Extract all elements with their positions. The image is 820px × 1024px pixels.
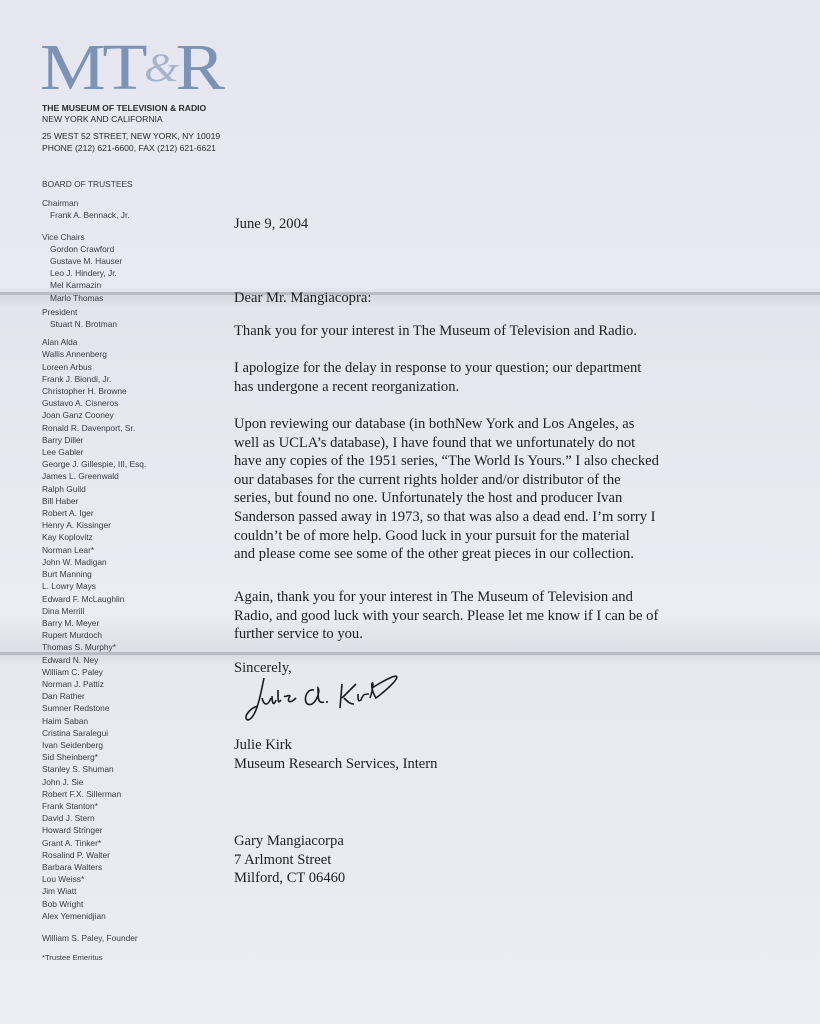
closing: Sincerely, [234,660,292,676]
paragraph-4 [234,588,658,644]
trustee-name: Bill Haber [42,495,79,506]
president-label: President [42,306,78,317]
text-line: Sanderson passed away in 1973, so that was also a dead end. I’m sorry I [234,508,656,525]
trustee-name: Jim Wiatt [42,886,77,897]
signer-name: Julie Kirk [234,737,292,753]
text-line: our databases for the current rights holder and/or distributor of the [234,471,621,488]
trustee-name: Ralph Guild [42,483,86,494]
trustee-name: Dina Merrill [42,605,85,616]
vice-chair-name: Gordon Crawford [50,243,115,254]
trustee-name: Dan Rather [42,691,85,702]
paragraph-3 [234,415,659,564]
signer-title: Museum Research Services, Intern [234,756,438,772]
org-phone: PHONE (212) 621-6600, FAX (212) 621-6621 [42,143,216,153]
trustee-name: Thomas S. Murphy* [42,642,117,653]
chairman-name: Frank A. Bennack, Jr. [50,210,130,221]
signature [242,668,422,733]
vice-chairs-label: Vice Chairs [42,231,85,242]
trustee-name: Rosalind P. Walter [42,849,110,860]
text-line: Again, thank you for your interest in The Museum of Television and [234,589,633,605]
trustee-name: Haim Saban [42,715,89,726]
trustee-name: Barry M. Meyer [42,617,100,628]
trustee-name: Norman J. Pattiz [42,678,104,689]
letter-date: June 9, 2004 [234,216,309,232]
trustee-name: Kay Koplovitz [42,532,93,543]
board-heading: BOARD OF TRUSTEES [42,179,133,189]
trustee-name: Joan Ganz Cooney [42,410,114,421]
trustee-name: Alan Alda [42,337,78,348]
trustee-name: George J. Gillespie, III, Esq. [42,459,147,470]
trustee-name: Robert A. Iger [42,508,94,519]
trustee-name: John W. Madigan [42,556,107,567]
text-line: couldn’t be of more help. Good luck in your pursuit for the material [234,527,630,544]
trustee-name: Stanley S. Shuman [42,764,114,775]
trustee-name: Henry A. Kissinger [42,520,111,531]
text-line: have any copies of the 1951 series, “The World Is Yours.” I also checked [234,453,659,470]
trustee-name: Sumner Redstone [42,703,110,714]
trustee-name: James L. Greenwald [42,471,119,482]
text-line: has undergone a recent reorganization. [234,378,460,395]
trustee-name: David J. Stern [42,813,95,824]
trustee-name: Lou Weiss* [42,874,85,885]
trustee-name: Wallis Annenberg [42,349,107,360]
trustee-name: Rupert Murdoch [42,630,103,641]
trustee-name: Barry Diller [42,434,84,445]
trustee-name: William C. Paley [42,666,103,677]
trustee-name: Barbara Walters [42,861,103,872]
trustee-name: John J. Sie [42,776,84,787]
trustee-name: Gustavo A. Cisneros [42,398,119,409]
trustee-name: Frank J. Biondi, Jr. [42,373,112,384]
footnote: *Trustee Emeritus [42,953,103,963]
address-line: Milford, CT 06460 [234,870,346,887]
trustee-name: Robert F.X. Sillerman [42,788,122,799]
text-line: well as UCLA’s database), I have found that we unfortunately do not [234,434,636,451]
president-name: Stuart N. Brotman [50,319,118,330]
org-address: 25 WEST 52 STREET, NEW YORK, NY 10019 [42,131,221,141]
trustee-name: Alex Yemenidjian [42,910,106,921]
text-line: I apologize for the delay in response to your question; our department [234,360,642,376]
trustee-name: Frank Stanton* [42,800,98,811]
address-line: Gary Mangiacorpa [234,833,344,849]
trustee-name: Edward F. McLaughlin [42,593,125,604]
founder: William S. Paley, Founder [42,932,138,943]
trustee-name: Sid Sheinberg* [42,752,98,763]
vice-chair-name: Mel Karmazin [50,280,102,291]
trustee-name: Grant A. Tinker* [42,837,102,848]
org-locations: NEW YORK AND CALIFORNIA [42,114,163,124]
vice-chair-name: Gustave M. Hauser [50,256,123,267]
trustee-name: Christopher H. Browne [42,386,127,397]
paragraph-1 [234,322,637,341]
text-line: Thank you for your interest in The Museum of Television and Radio. [234,323,637,339]
trustee-name: Loreen Arbus [42,361,92,372]
text-line: further service to you. [234,626,363,643]
trustee-name: Cristina Saralegui [42,727,109,738]
salutation: Dear Mr. Mangiacopra: [234,290,372,306]
trustee-name: L. Lowry Mays [42,581,96,592]
paragraph-2 [234,359,641,396]
text-line: Upon reviewing our database (in bothNew York and Los Angeles, as [234,416,635,432]
vice-chair-name: Marlo Thomas [50,292,104,303]
trustee-name: Bob Wright [42,898,84,909]
text-line: series, but found no one. Unfortunately the host and producer Ivan [234,490,623,507]
trustee-name: Lee Gabler [42,447,84,458]
trustee-name: Norman Lear* [42,544,95,555]
trustee-name: Ivan Seidenberg [42,739,103,750]
mtr-logo: MT&R [40,31,222,104]
trustee-name: Howard Stringer [42,825,103,836]
text-line: and please come see some of the other great pieces in our collection. [234,546,634,563]
recipient-address [234,832,345,888]
address-line: 7 Arlmont Street [234,851,332,868]
trustee-name: Burt Manning [42,569,92,580]
text-line: Radio, and good luck with your search. Please let me know if I can be of [234,607,659,624]
chairman-label: Chairman [42,198,79,209]
trustee-name: Edward N. Ney [42,654,99,665]
trustee-name: Ronald R. Davenport, Sr. [42,422,136,433]
vice-chair-name: Leo J. Hindery, Jr. [50,268,117,279]
org-name: THE MUSEUM OF TELEVISION & RADIO [42,103,207,113]
board-of-trustees [42,178,146,964]
